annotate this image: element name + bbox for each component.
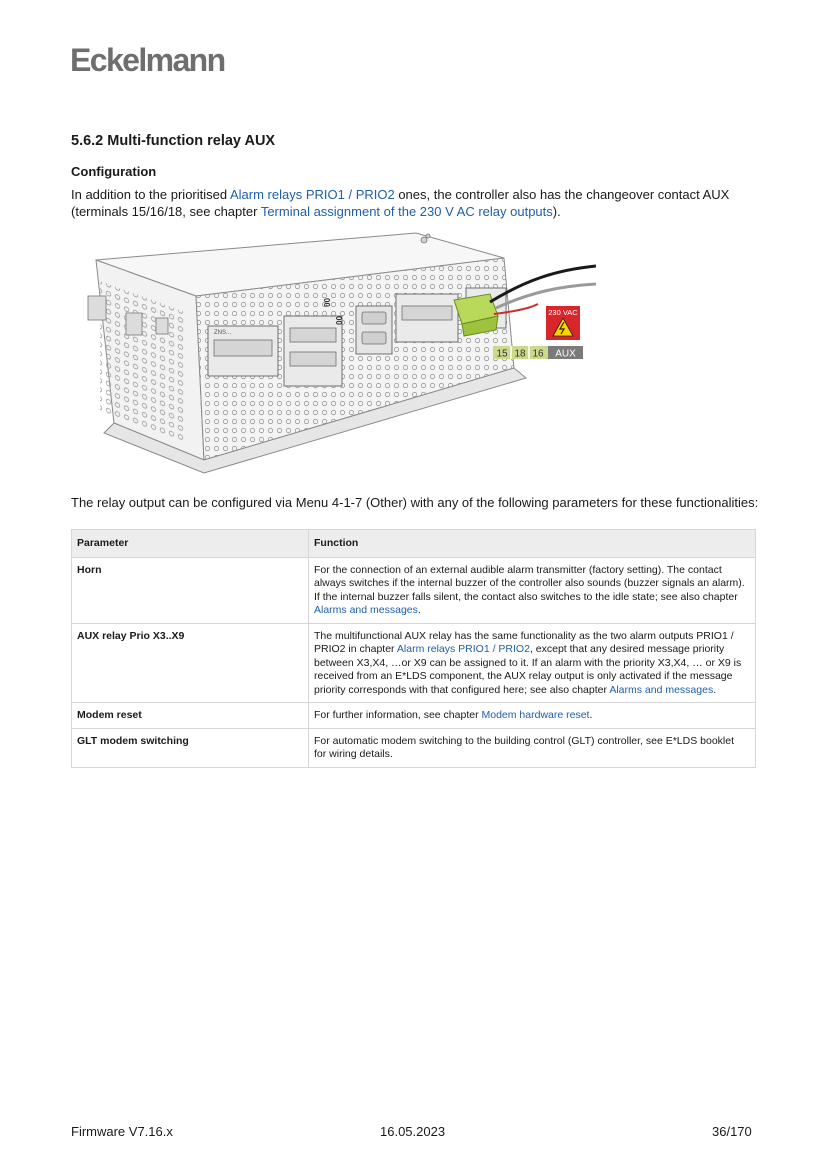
- alarm-relays-link[interactable]: Alarm relays PRIO1 / PRIO2: [396, 643, 530, 655]
- intro-text-2: ones, the controller also has the changeover contact AUX (terminals 15/16/18, see chapter: [71, 187, 730, 219]
- cell-text: For further information, see chapter: [314, 709, 482, 721]
- function-cell: [309, 623, 756, 703]
- footer-page-number: 36/170: [712, 1124, 752, 1139]
- table-row: [72, 703, 756, 729]
- function-cell: [309, 703, 756, 729]
- param-aux-relay-prio: AUX relay Prio X3..X9: [72, 623, 309, 703]
- controller-device-illustration: [86, 228, 596, 478]
- header-function: Function: [309, 530, 756, 558]
- intro-text-1: In addition to the prioritised: [71, 187, 230, 202]
- eckelmann-logo: Eckelmann: [70, 42, 225, 78]
- modem-hardware-reset-link[interactable]: Modem hardware reset: [481, 709, 590, 721]
- cell-text: For the connection of an external audible alarm transmitter (factory setting). The contact always switches if the internal buzzer of the controller also sounds (buzzer signals an alarm). If the internal buzzer falls silent, the contact also switches to the idle state; see also chapter: [314, 563, 745, 603]
- section-title: 5.6.2 Multi-function relay AUX: [71, 133, 276, 149]
- terminal-label-15: 15: [496, 348, 508, 360]
- relay-config-paragraph: The relay output can be configured via Menu 4-1-7 (Other) with any of the following parameters for these functionalities:: [71, 495, 759, 510]
- intro-paragraph: [71, 186, 761, 220]
- alarm-relays-link[interactable]: Alarm relays PRIO1 / PRIO2: [230, 187, 395, 202]
- terminal-strip: [493, 346, 583, 360]
- cell-text: , except that any desired message priority between X3,X4, …or X9 can be assigned to it. If an alarm with the priority X3,X4, … or X9 is received from an E*LDS component, the AUX relay output is only activated if the message priority corresponds with that configured here; see also chapter: [314, 643, 742, 696]
- terminal-label-18: 18: [514, 348, 526, 360]
- function-cell: [309, 557, 756, 623]
- cell-text: .: [589, 709, 593, 721]
- footer-firmware: Firmware V7.16.x: [71, 1124, 173, 1139]
- cell-text: .: [713, 683, 717, 696]
- table-row: [72, 623, 756, 703]
- footer-date: 16.05.2023: [380, 1124, 446, 1139]
- function-cell: [309, 728, 756, 767]
- configuration-heading: Configuration: [71, 164, 157, 179]
- terminal-label-16: 16: [532, 348, 544, 360]
- aux-label: AUX: [555, 348, 576, 360]
- terminal-assignment-link[interactable]: Terminal assignment of the 230 V AC relay outputs: [260, 204, 553, 219]
- module-label: ZNS...: [214, 330, 232, 336]
- connector-label-2: 00: [334, 316, 343, 325]
- table-row: [72, 728, 756, 767]
- connector-label-1: 00: [322, 298, 331, 307]
- table-row: [72, 557, 756, 623]
- alarms-messages-link[interactable]: Alarms and messages: [609, 683, 714, 696]
- param-glt-modem-switching: GLT modem switching: [72, 728, 309, 767]
- cell-text: The multifunctional AUX relay has the same functionality as the two alarm outputs PRIO1 / PRIO2 in chapter: [314, 629, 734, 655]
- cell-text: For automatic modem switching to the building control (GLT) controller, see E*LDS booklet for wiring details.: [314, 734, 734, 760]
- header-parameter: Parameter: [72, 530, 309, 558]
- intro-text-3: ).: [552, 204, 561, 219]
- param-modem-reset: Modem reset: [72, 703, 309, 729]
- parameter-table: [71, 529, 756, 768]
- voltage-label: 230 VAC: [548, 308, 578, 317]
- alarms-messages-link[interactable]: Alarms and messages: [314, 604, 418, 616]
- table-header-row: [72, 530, 756, 558]
- param-horn: Horn: [72, 557, 309, 623]
- cell-text: .: [417, 604, 421, 616]
